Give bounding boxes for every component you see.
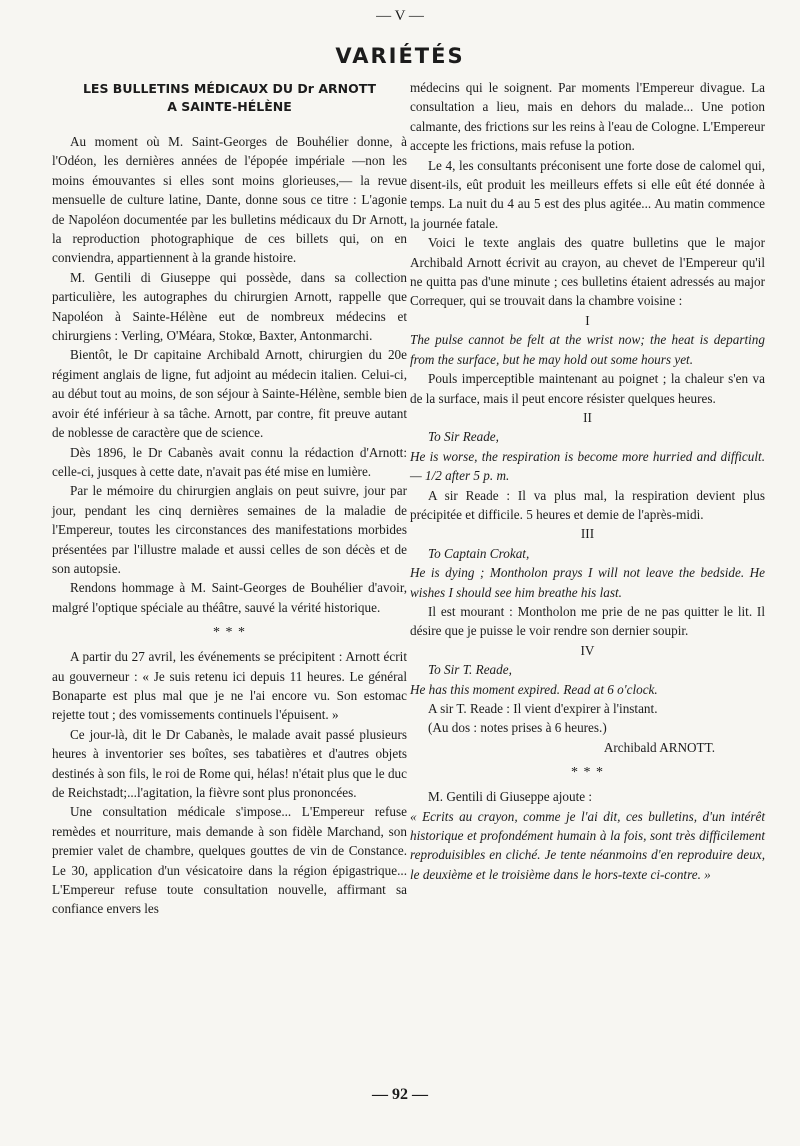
paragraph: Le 4, les consultants préconisent une forte dose de calomel qui, disent-ils, eût produit les meilleurs effets si elle eût été donnée à temps. La nuit du 4 au 5 est des plus agitée... Au matin commence la journée fatale. [410,157,765,231]
article-title-line1: LES BULLETINS MÉDICAUX DU Dr ARNOTT [82,81,377,96]
section-title: VARIÉTÉS [335,44,465,68]
bulletin-recipient: To Captain Crokat, [428,545,530,561]
paragraph: M. Gentili di Giuseppe qui possède, dans sa collection particulière, les autographes du chirurgien Arnott, rappelle que Napoléon à Sainte-Hélène eut de nombreux médecins et chirurgiens : Verling, O'Méara, Stokœ, Baxter, Antonmarchi. [52,269,407,344]
paragraph: Bientôt, le Dr capitaine Archibald Arnott, chirurgien du 20e régiment anglais de ligne, fut adjoint au médecin italien. Celui-ci, au début tout au moins, de son séjour à Sainte-Hélène, semble bien avoir été inférieur à sa tâche. Arnott, par contre, fit preuve autant de noblesse de caractère que de science. [52,347,407,441]
paragraph: Par le mémoire du chirurgien anglais on peut suivre, jour par jour, pendant les cinq dernières semaines de la maladie de l'Empereur, toutes les circonstances des manifestations morbides présentées par l'illustre malade et aussi celles de son décès et de son autopsie. [52,483,407,576]
page-roman-number: — V — [376,8,424,24]
article-title-line2: A SAINTE-HÉLÈNE [167,99,292,114]
paragraph: Voici le texte anglais des quatre bulletins que le major Archibald Arnott écrivit au crayon, au chevet de l'Empereur qu'il ne quitta pas d'une minute ; ces bulletins étaient adressés au major Correquer, qui se trouvait dans la chambre voisine : [410,235,765,309]
asterism-separator: * * * [213,625,246,641]
paragraph: Ce jour-là, dit le Dr Cabanès, le malade avait passé plusieurs heures à inventorier ses boîtes, ses tabatières et d'autres objets destinés à son fils, le roi de Rome qui, hélas! n'était plus que le duc de Reichstadt;...l'agitation, la fièvre sont plus prononcées. [52,726,407,800]
page-folio: — 92 — [372,1086,428,1103]
bulletin-english: He is worse, the respiration is become more hurried and difficult. — 1/2 after 5 p. m. [410,448,765,484]
bulletin-french: A sir T. Reade : Il vient d'expirer à l'instant. [428,701,658,716]
bulletin-number: III [580,526,595,542]
paragraph: médecins qui le soignent. Par moments l'Empereur divague. La consultation a lieu, mais en dehors du malade... Une potion calmante, des frictions sur les reins à l'eau de Cologne. L'Empereur accepte les frictions, mais refuse la potion. [410,80,765,154]
bulletin-note: (Au dos : notes prises à 6 heures.) [428,720,607,736]
bulletin-english: The pulse cannot be felt at the wrist now; the heat is departing from the surface, but he may hold out some hours yet. [410,332,765,367]
paragraph: Dès 1896, le Dr Cabanès avait connu la rédaction d'Arnott: celle-ci, jusques à cette date, n'avait pas été mise en lumière. [52,444,407,479]
asterism-separator: * * * [571,765,604,781]
bulletin-number: I [585,312,590,328]
bulletin-number: IV [580,642,595,658]
paragraph: A partir du 27 avril, les événements se précipitent : Arnott écrit au gouverneur : « Je suis retenu ici depuis 11 heures. Le général Bonaparte est plus mal que je ne l'ai encore vu. Son estomac rejette tout ; des vomissements continuels l'épuisent. » [52,649,407,723]
paragraph: M. Gentili di Giuseppe ajoute : [428,789,593,805]
paragraph: Rendons hommage à M. Saint-Georges de Bouhélier d'avoir, malgré l'optique spéciale au théâtre, sauvé la vérité historique. [52,580,407,615]
quote-paragraph: « Ecrits au crayon, comme je l'ai dit, ces bulletins, d'un intérêt historique et profondément humain à la fois, sont très difficilement reproduisibles en cliché. Je tente néanmoins d'en reproduire deux, le deuxième et le troisième dans le hors-texte ci-contre. » [410,808,765,882]
article-title [52,80,407,116]
bulletin-recipient: To Sir T. Reade, [428,662,512,678]
bulletin-english: He is dying ; Montholon prays I will not leave the bedside. He wishes I should see him breathe his last. [410,565,765,600]
bulletin-number: II [583,409,592,425]
paragraph: Au moment où M. Saint-Georges de Bouhélier donne, à l'Odéon, les dernières années de l'épopée impériale —non les moins émouvantes si elles sont moins glorieuses,— la revue mensuelle de culture latine, Dante, donne sous ce titre : L'agonie de Napoléon documentée par les bulletins médicaux du Dr Arnott, la reproduction photographique de ces billets qui, on en conviendra, appartiennent à la grande histoire. [52,134,407,266]
bulletin-recipient: To Sir Reade, [428,429,499,445]
signature: Archibald ARNOTT. [603,739,715,755]
bulletin-french: A sir Reade : Il va plus mal, la respiration devient plus précipitée et difficile. 5 heures et demie de l'après-midi. [410,487,765,522]
bulletin-french: Pouls imperceptible maintenant au poignet ; la chaleur s'en va de la surface, mais il peut encore résister quelques heures. [410,371,765,406]
left-column [52,80,407,919]
paragraph: Une consultation médicale s'impose... L'Empereur refuse remèdes et nourriture, mais demande à son fidèle Marchand, son premier valet de chambre, quelques gouttes de vin de Constance. Le 30, application d'un vésicatoire dans la région épigastrique... L'Empereur refuse toute consultation nouvelle, affirmant sa confiance envers les [52,804,407,917]
right-column [410,78,765,884]
bulletin-french: Il est mourant : Montholon me prie de ne pas quitter le lit. Il désire que je puisse le voir rendre son dernier soupir. [410,603,765,639]
bulletin-english: He has this moment expired. Read at 6 o'clock. [410,681,658,697]
